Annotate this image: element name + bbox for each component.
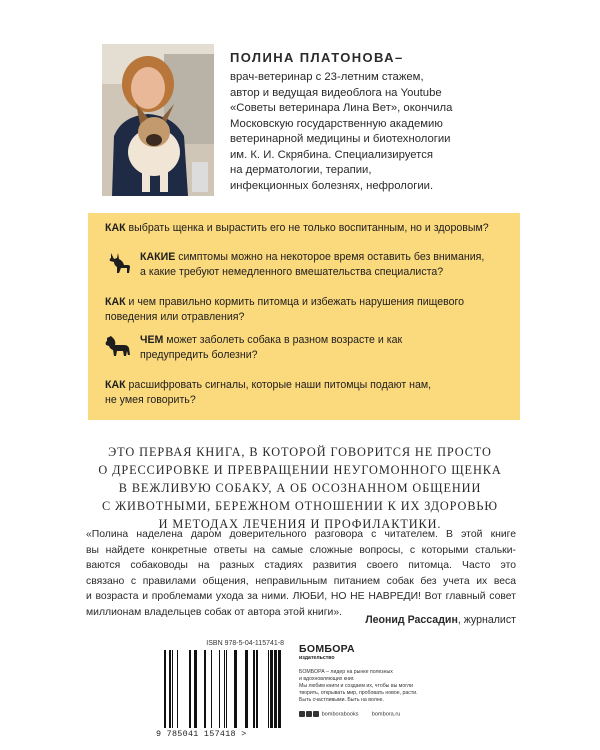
quote-line: «Полина наделена даром доверительного разговора с читателем. В этой книге xyxy=(86,529,516,540)
question-keyword: КАКИЕ xyxy=(140,251,176,263)
quote-attribution xyxy=(365,614,516,626)
quote-line: миллионам владельцев собак от автора этой книги». xyxy=(86,606,342,618)
social-network-icon xyxy=(313,711,319,717)
barcode xyxy=(160,650,284,730)
social-handle[interactable]: bomborabooks xyxy=(321,711,359,718)
quote-line: и возраста и проблемами ухода за ними. ЛЮБИ, НО НЕ НАВРЕДИ! Вот главный совет xyxy=(86,591,516,602)
publisher-links xyxy=(299,711,400,717)
publisher-description xyxy=(299,669,419,704)
bio-line: автор и ведущая видеоблога на Youtube xyxy=(230,86,442,99)
publisher-desc-line: и вдохновляющих книг. xyxy=(299,676,355,682)
author-with-puppy-image xyxy=(102,44,214,196)
question-text: предупредить болезни? xyxy=(140,349,258,361)
bio-line: ветеринарной медицины и биотехнологии xyxy=(230,133,451,145)
quote-author-name: Леонид Рассадин xyxy=(365,614,458,626)
question-keyword: ЧЕМ xyxy=(140,334,164,346)
quote-line: ваются собаководы на разных стадиях развития своего питомца. Часто это xyxy=(86,560,516,571)
question-2 xyxy=(140,250,484,280)
author-bio xyxy=(230,70,520,194)
isbn-label: ISBN 978-5-04-115741-8 xyxy=(206,640,284,647)
question-text: может заболеть собака в разном возрасте и как xyxy=(163,334,403,346)
publisher-logo: БОМБОРА xyxy=(299,643,355,655)
review-quote xyxy=(86,527,516,620)
quote-author-role: , журналист xyxy=(457,614,516,626)
question-3 xyxy=(105,295,464,325)
quote-line: вы найдете конкретные ответы на самые сложные вопросы, с которыми стальки- xyxy=(86,544,516,556)
schnauzer-icon xyxy=(104,333,132,364)
bio-line: инфекционных болезнях, нефрологии. xyxy=(230,179,434,192)
question-text: поведения или отравления? xyxy=(105,311,245,323)
question-4 xyxy=(140,333,402,363)
publisher-desc-line: Быть счастливыми. Быть на волне. xyxy=(299,697,384,703)
barcode-digits: 9 785041 157418 > xyxy=(156,729,247,739)
bio-line: им. К. И. Скрябина. Специализируется xyxy=(230,148,433,161)
question-text: выбрать щенка и вырастить его не только воспитанным, но и здоровым? xyxy=(125,222,489,234)
bio-line: Московскую государственную академию xyxy=(230,117,443,130)
bio-line: «Советы ветеринара Лина Вет», окончила xyxy=(230,102,453,114)
social-network-icon xyxy=(299,711,305,717)
barcode-graphic xyxy=(160,650,284,730)
lead-line: И МЕТОДАХ ЛЕЧЕНИЯ И ПРОФИЛАКТИКИ. xyxy=(158,517,442,531)
lead-paragraph xyxy=(80,443,520,533)
lead-line: В ВЕЖЛИВУЮ СОБАКУ, А ОБ ОСОЗНАННОМ ОБЩЕНИИ xyxy=(118,481,482,495)
question-text: и чем правильно кормить питомца и избежать нарушения пищевого xyxy=(125,296,465,308)
question-keyword: КАК xyxy=(105,296,126,308)
quote-line: связано с правилами общения, неправильным питанием собак без учета их веса xyxy=(86,575,516,587)
question-text: не умея говорить? xyxy=(105,394,196,406)
bio-line: врач-ветеринар с 23-летним стажем, xyxy=(230,71,424,83)
lead-line: ЭТО ПЕРВАЯ КНИГА, В КОТОРОЙ ГОВОРИТСЯ НЕ ПРОСТО xyxy=(108,445,492,459)
question-text: расшифровать сигналы, которые наши питомцы подают нам, xyxy=(125,379,432,391)
publisher-desc-line: БОМБОРА – лидер на рынке полезных xyxy=(299,669,393,675)
author-name: ПОЛИНА ПЛАТОНОВА– xyxy=(230,50,404,65)
publisher-website[interactable]: bombora.ru xyxy=(371,711,401,718)
question-text: симптомы можно на некоторое время оставить без внимания, xyxy=(175,251,485,263)
lead-line: С ЖИВОТНЫМИ, БЕРЕЖНОМ ОТНОШЕНИИ К ИХ ЗДОРОВЬЮ xyxy=(102,499,498,513)
chihuahua-icon xyxy=(106,250,132,281)
lead-line: О ДРЕССИРОВКЕ И ПРЕВРАЩЕНИИ НЕУГОМОННОГО ЩЕНКА xyxy=(98,463,502,477)
question-text: а какие требуют немедленного вмешательства специалиста? xyxy=(140,266,444,278)
question-5 xyxy=(105,378,431,408)
question-keyword: КАК xyxy=(105,222,126,234)
author-photo xyxy=(102,44,214,196)
questions-box xyxy=(88,213,520,420)
bio-line: на дерматологии, терапии, xyxy=(230,164,372,176)
question-1 xyxy=(105,221,489,236)
social-network-icon xyxy=(306,711,312,717)
publisher-desc-line: творить, открывать мир, пробовать новое, расти. xyxy=(299,690,418,696)
publisher-subtitle: издательство xyxy=(299,655,335,661)
publisher-desc-line: Мы любим книги и создаем их, чтобы вы могли xyxy=(299,683,413,689)
question-keyword: КАК xyxy=(105,379,126,391)
